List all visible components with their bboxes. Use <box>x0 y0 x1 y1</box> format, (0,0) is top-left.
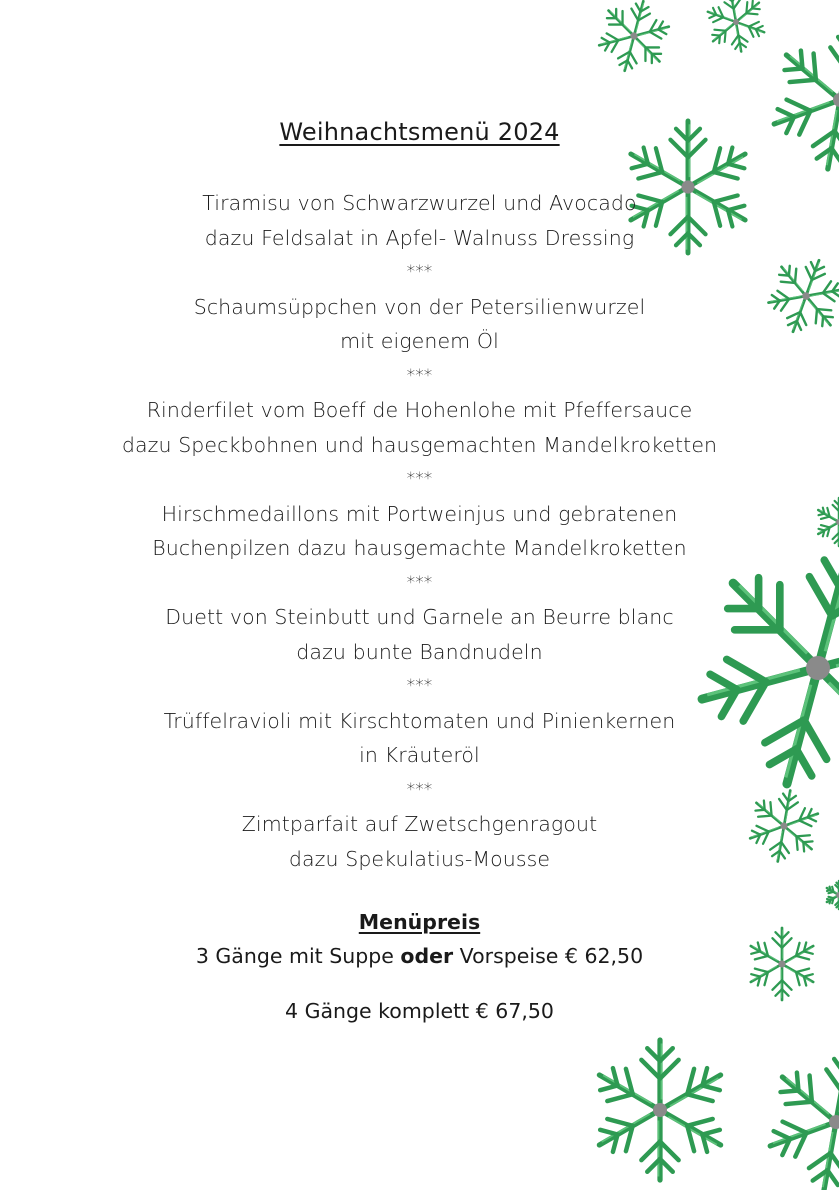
course-separator: *** <box>406 779 433 800</box>
course-separator: *** <box>406 365 433 386</box>
course-line: Tiramisu von Schwarzwurzel und Avocado <box>202 191 637 215</box>
course-line: Buchenpilzen dazu hausgemachte Mandelkroketten <box>152 536 687 560</box>
course-separator: *** <box>406 676 433 696</box>
course-line: Trüffelravioli mit Kirschtomaten und Pinienkernen <box>163 708 676 733</box>
course-line: Duett von Steinbutt und Garnele an Beurre blanc <box>165 605 674 629</box>
course-line: in Kräuteröl <box>359 743 480 767</box>
course-line: Zimtparfait auf Zwetschgenragout <box>241 812 598 836</box>
price-option-3-courses <box>0 944 839 968</box>
course-line: dazu bunte Bandnudeln <box>296 639 543 664</box>
course-line: mit eigenem Öl <box>340 329 499 353</box>
course-line: dazu Spekulatius-Mousse <box>288 846 551 871</box>
course-line: Hirschmedaillons mit Portweinjus und gebratenen <box>161 501 678 526</box>
price-option-text: 3 Gänge mit Suppe <box>195 944 401 968</box>
price-option-or: oder <box>400 944 454 968</box>
course-list <box>0 186 839 876</box>
course-line: dazu Feldsalat in Apfel- Walnuss Dressing <box>204 225 635 250</box>
course-line: Rinderfilet vom Boeff de Hohenlohe mit Pfeffersauce <box>146 398 693 422</box>
price-option-4-courses: 4 Gänge komplett € 67,50 <box>285 999 554 1023</box>
price-heading: Menüpreis <box>358 910 481 934</box>
price-option-text-2: Vorspeise € 62,50 <box>453 944 644 968</box>
course-line: dazu Speckbohnen und hausgemachten Mandelkroketten <box>121 432 718 457</box>
course-separator: *** <box>406 572 433 593</box>
course-separator: *** <box>406 262 433 282</box>
menu-title: Weihnachtsmenü 2024 <box>279 118 560 146</box>
course-line: Schaumsüppchen von der Petersilienwurzel <box>193 294 646 319</box>
course-separator: *** <box>406 469 433 489</box>
